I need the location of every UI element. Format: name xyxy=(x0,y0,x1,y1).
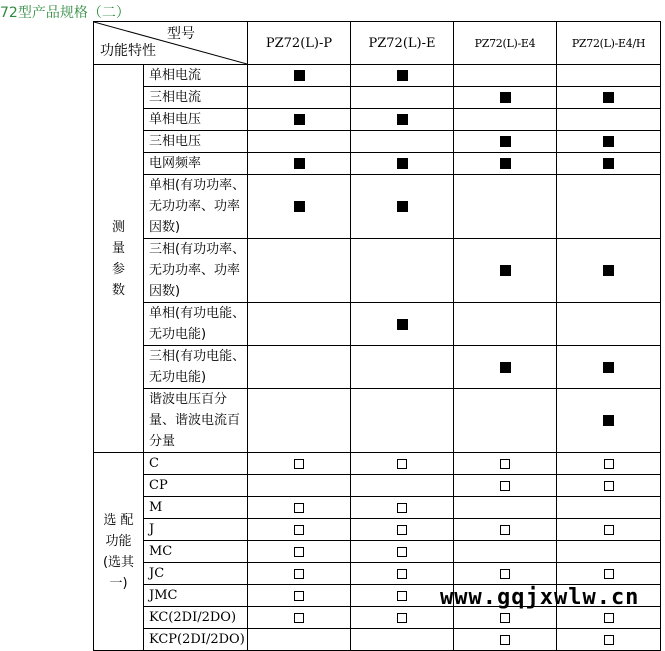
feature-label: KC(2DI/2DO) xyxy=(144,607,248,629)
spec-cell xyxy=(248,65,351,87)
spec-cell xyxy=(557,65,661,87)
spec-cell xyxy=(454,389,557,453)
spec-cell xyxy=(248,153,351,175)
empty-square-icon xyxy=(604,569,614,579)
table-row xyxy=(94,87,661,109)
empty-square-icon xyxy=(604,635,614,645)
table-row xyxy=(94,389,661,453)
corner-label-model: 型号 xyxy=(167,26,195,42)
empty-square-icon xyxy=(294,547,304,557)
table-row xyxy=(94,519,661,541)
model-header-p: PZ72(L)-P xyxy=(248,22,351,65)
filled-square-icon xyxy=(603,158,614,169)
spec-cell xyxy=(351,175,454,239)
empty-square-icon xyxy=(294,569,304,579)
spec-cell xyxy=(454,65,557,87)
filled-square-icon xyxy=(500,136,511,147)
watermark: www.gqjxwlw.cn xyxy=(440,585,640,610)
table-row xyxy=(94,475,661,497)
feature-label: 三相电流 xyxy=(144,87,248,109)
empty-square-icon xyxy=(604,525,614,535)
empty-square-icon xyxy=(604,459,614,469)
spec-cell xyxy=(557,239,661,303)
corner-label-feature: 功能特性 xyxy=(100,43,156,59)
empty-square-icon xyxy=(397,525,407,535)
spec-cell xyxy=(351,153,454,175)
filled-square-icon xyxy=(397,201,408,212)
spec-cell xyxy=(248,109,351,131)
spec-cell xyxy=(248,585,351,607)
empty-square-icon xyxy=(500,569,510,579)
spec-cell xyxy=(248,87,351,109)
filled-square-icon xyxy=(397,70,408,81)
filled-square-icon xyxy=(397,158,408,169)
table-row xyxy=(94,346,661,389)
filled-square-icon xyxy=(603,92,614,103)
spec-cell xyxy=(351,87,454,109)
filled-square-icon xyxy=(603,265,614,276)
model-header-e: PZ72(L)-E xyxy=(351,22,454,65)
spec-cell xyxy=(351,65,454,87)
empty-square-icon xyxy=(397,547,407,557)
filled-square-icon xyxy=(294,158,305,169)
spec-cell xyxy=(557,629,661,651)
feature-label: C xyxy=(144,453,248,475)
empty-square-icon xyxy=(397,459,407,469)
spec-cell xyxy=(454,453,557,475)
spec-cell xyxy=(557,109,661,131)
spec-cell xyxy=(454,541,557,563)
feature-label: 单相(有功电能、无功电能) xyxy=(144,303,248,346)
feature-label: JMC xyxy=(144,585,248,607)
table-row xyxy=(94,131,661,153)
page-title: 72型产品规格（二） xyxy=(0,5,130,21)
spec-cell xyxy=(557,175,661,239)
spec-cell xyxy=(248,563,351,585)
feature-label: 谐波电压百分量、谐波电流百分量 xyxy=(144,389,248,453)
spec-cell xyxy=(557,303,661,346)
spec-cell xyxy=(351,541,454,563)
spec-cell xyxy=(454,303,557,346)
empty-square-icon xyxy=(294,591,304,601)
spec-cell xyxy=(351,239,454,303)
filled-square-icon xyxy=(294,70,305,81)
spec-cell xyxy=(557,87,661,109)
spec-cell xyxy=(454,563,557,585)
spec-cell xyxy=(454,475,557,497)
spec-cell xyxy=(557,519,661,541)
spec-cell xyxy=(454,239,557,303)
spec-cell xyxy=(454,175,557,239)
spec-cell xyxy=(351,389,454,453)
spec-cell xyxy=(351,346,454,389)
spec-cell xyxy=(454,629,557,651)
spec-cell xyxy=(248,239,351,303)
empty-square-icon xyxy=(294,459,304,469)
feature-label: 单相(有功功率、无功功率、功率因数) xyxy=(144,175,248,239)
spec-cell xyxy=(248,303,351,346)
empty-square-icon xyxy=(604,481,614,491)
spec-cell xyxy=(351,563,454,585)
spec-cell xyxy=(351,497,454,519)
filled-square-icon xyxy=(294,114,305,125)
empty-square-icon xyxy=(294,525,304,535)
spec-cell xyxy=(454,346,557,389)
spec-cell xyxy=(557,131,661,153)
empty-square-icon xyxy=(397,613,407,623)
spec-cell xyxy=(248,453,351,475)
spec-cell xyxy=(351,303,454,346)
empty-square-icon xyxy=(397,503,407,513)
spec-cell xyxy=(557,153,661,175)
empty-square-icon xyxy=(397,569,407,579)
empty-square-icon xyxy=(500,635,510,645)
empty-square-icon xyxy=(500,525,510,535)
table-row xyxy=(94,629,661,651)
filled-square-icon xyxy=(603,362,614,373)
table-row xyxy=(94,563,661,585)
spec-cell xyxy=(248,389,351,453)
spec-table xyxy=(93,21,661,651)
spec-cell xyxy=(248,346,351,389)
feature-label: J xyxy=(144,519,248,541)
spec-cell xyxy=(454,497,557,519)
spec-cell xyxy=(351,131,454,153)
table-row xyxy=(94,303,661,346)
table-row xyxy=(94,541,661,563)
feature-label: 三相(有功电能、无功电能) xyxy=(144,346,248,389)
filled-square-icon xyxy=(294,201,305,212)
spec-cell xyxy=(557,541,661,563)
filled-square-icon xyxy=(397,114,408,125)
table-row xyxy=(94,109,661,131)
spec-cell xyxy=(557,497,661,519)
table-row xyxy=(94,65,661,87)
spec-cell xyxy=(454,519,557,541)
feature-label: KCP(2DI/2DO) xyxy=(144,629,248,651)
filled-square-icon xyxy=(603,415,614,426)
empty-square-icon xyxy=(500,613,510,623)
model-header-e4h: PZ72(L)-E4/H xyxy=(557,22,661,65)
filled-square-icon xyxy=(500,362,511,373)
table-row xyxy=(94,453,661,475)
table-row xyxy=(94,239,661,303)
feature-label: MC xyxy=(144,541,248,563)
spec-cell xyxy=(557,453,661,475)
feature-label: 三相(有功功率、无功功率、功率因数) xyxy=(144,239,248,303)
feature-label: JC xyxy=(144,563,248,585)
spec-cell xyxy=(351,109,454,131)
spec-cell xyxy=(351,585,454,607)
spec-cell xyxy=(454,87,557,109)
group-optional: 选 配 功能 (选其 一) xyxy=(94,453,144,651)
filled-square-icon xyxy=(500,92,511,103)
table-row xyxy=(94,153,661,175)
empty-square-icon xyxy=(500,459,510,469)
corner-header xyxy=(94,22,248,65)
filled-square-icon xyxy=(397,319,408,330)
spec-cell xyxy=(248,519,351,541)
spec-cell xyxy=(248,497,351,519)
empty-square-icon xyxy=(294,503,304,513)
spec-cell xyxy=(248,131,351,153)
spec-cell xyxy=(351,519,454,541)
spec-cell xyxy=(557,346,661,389)
spec-cell xyxy=(248,175,351,239)
feature-label: 单相电压 xyxy=(144,109,248,131)
spec-cell xyxy=(248,607,351,629)
spec-cell xyxy=(351,453,454,475)
model-header-e4: PZ72(L)-E4 xyxy=(454,22,557,65)
empty-square-icon xyxy=(294,613,304,623)
filled-square-icon xyxy=(500,265,511,276)
feature-label: M xyxy=(144,497,248,519)
filled-square-icon xyxy=(603,136,614,147)
spec-cell xyxy=(454,153,557,175)
spec-cell xyxy=(351,629,454,651)
spec-cell xyxy=(557,389,661,453)
spec-cell xyxy=(248,629,351,651)
feature-label: 电网频率 xyxy=(144,153,248,175)
table-row xyxy=(94,497,661,519)
spec-cell xyxy=(454,131,557,153)
group-measure: 测 量 参 数 xyxy=(94,65,144,453)
spec-cell xyxy=(351,607,454,629)
empty-square-icon xyxy=(604,613,614,623)
spec-cell xyxy=(248,475,351,497)
table-row xyxy=(94,175,661,239)
feature-label: 单相电流 xyxy=(144,65,248,87)
feature-label: CP xyxy=(144,475,248,497)
feature-label: 三相电压 xyxy=(144,131,248,153)
spec-cell xyxy=(557,563,661,585)
spec-cell xyxy=(248,541,351,563)
spec-cell xyxy=(557,475,661,497)
filled-square-icon xyxy=(500,158,511,169)
header-row xyxy=(94,22,661,65)
empty-square-icon xyxy=(500,481,510,491)
spec-cell xyxy=(351,475,454,497)
spec-cell xyxy=(454,109,557,131)
empty-square-icon xyxy=(397,591,407,601)
